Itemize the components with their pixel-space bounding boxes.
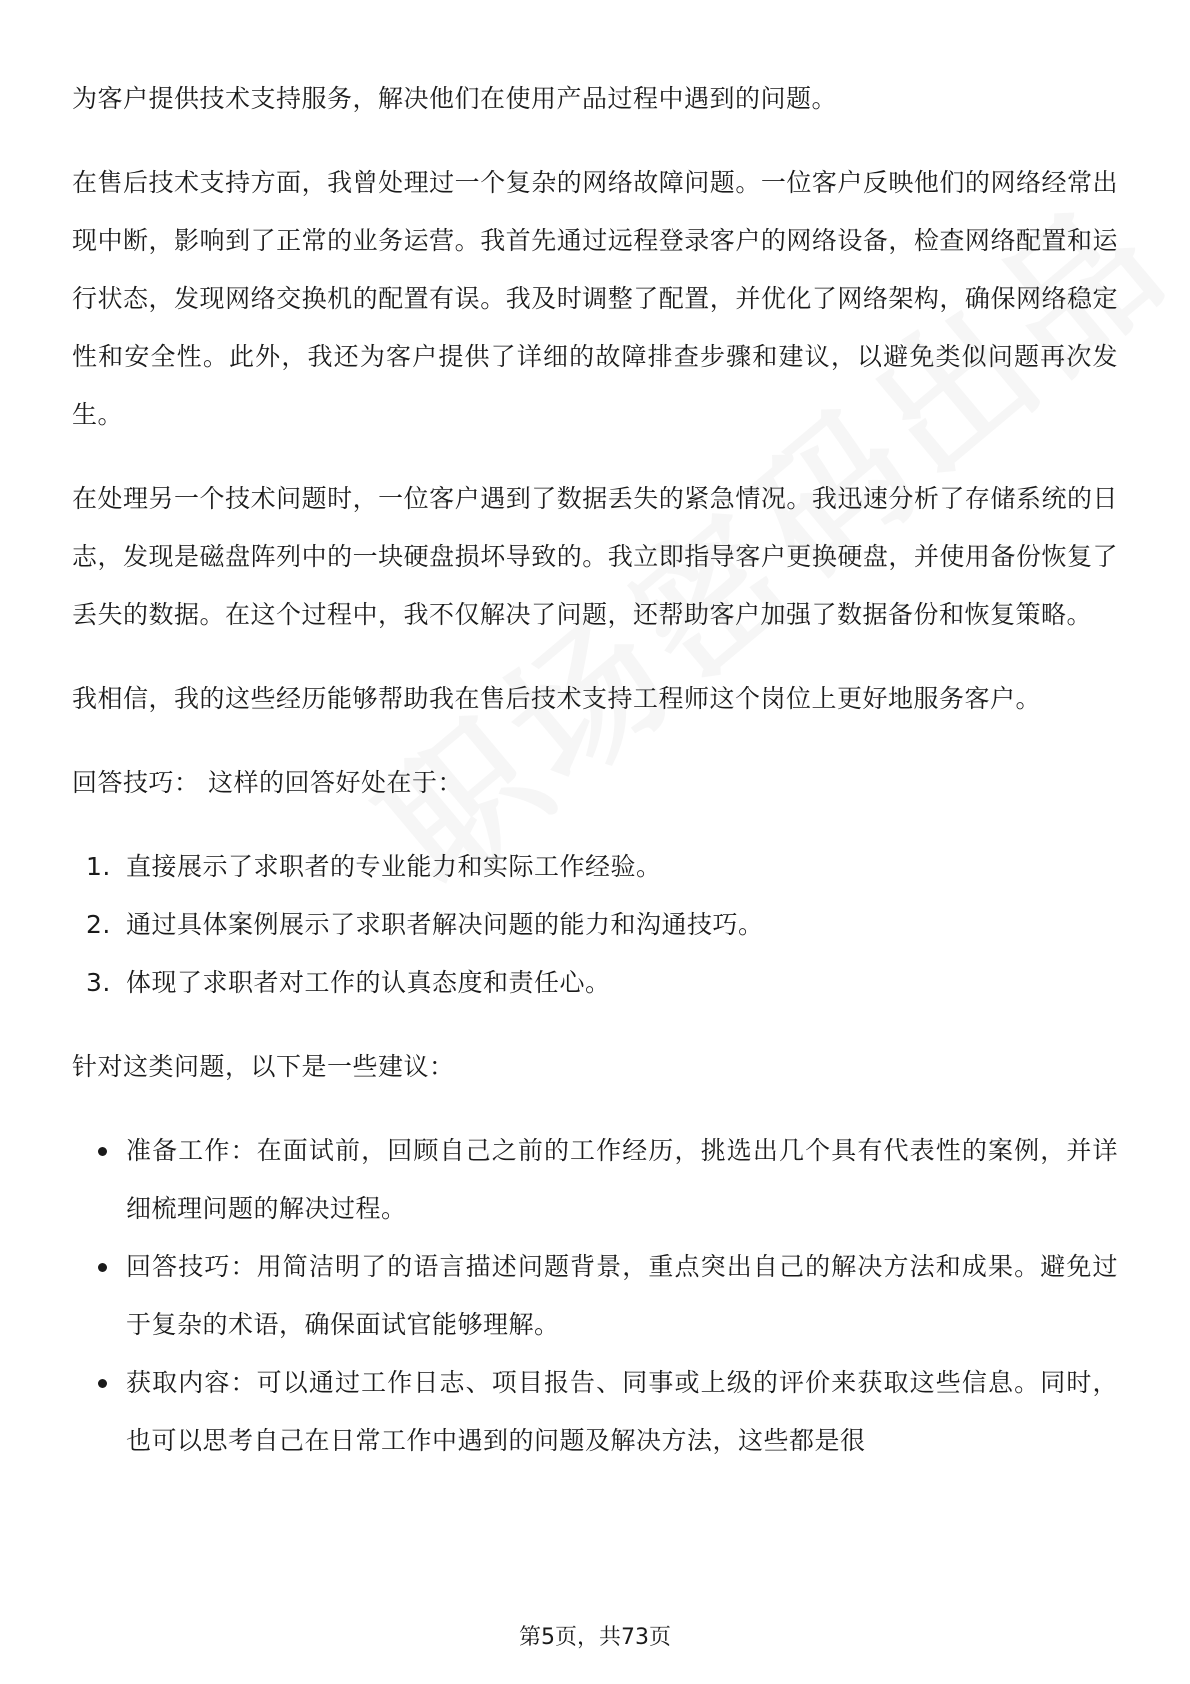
numbered-list-item bbox=[72, 838, 1118, 896]
bullet-list-item bbox=[72, 1238, 1118, 1354]
list-number: 2. bbox=[86, 910, 111, 939]
list-item-text: 准备工作：在面试前，回顾自己之前的工作经历，挑选出几个具有代表性的案例，并详细梳理问题的解决过程。 bbox=[126, 1136, 1118, 1223]
numbered-list-item bbox=[72, 954, 1118, 1012]
bullet-icon bbox=[98, 1379, 107, 1388]
list-item-text: 回答技巧：用简洁明了的语言描述问题背景，重点突出自己的解决方法和成果。避免过于复杂的术语，确保面试官能够理解。 bbox=[126, 1252, 1118, 1339]
bullet-list bbox=[72, 1122, 1118, 1470]
numbered-list bbox=[72, 838, 1118, 1012]
paragraph-conclusion: 我相信，我的这些经历能够帮助我在售后技术支持工程师这个岗位上更好地服务客户。 bbox=[72, 684, 1042, 713]
paragraph-intro: 为客户提供技术支持服务，解决他们在使用产品过程中遇到的问题。 bbox=[72, 84, 838, 113]
paragraph-network-case: 在售后技术支持方面，我曾处理过一个复杂的网络故障问题。一位客户反映他们的网络经常出现中断，影响到了正常的业务运营。我首先通过远程登录客户的网络设备，检查网络配置和运行状态，发现网络交换机的配置有误。我及时调整了配置，并优化了网络架构，确保网络稳定性和安全性。此外，我还为客户提供了详细的故障排查步骤和建议，以避免类似问题再次发生。 bbox=[72, 168, 1118, 429]
list-item-text: 通过具体案例展示了求职者解决问题的能力和沟通技巧。 bbox=[126, 910, 764, 939]
paragraph-suggestions-heading: 针对这类问题，以下是一些建议： bbox=[72, 1052, 455, 1081]
list-item-text: 体现了求职者对工作的认真态度和责任心。 bbox=[126, 968, 611, 997]
paragraph-data-loss-case: 在处理另一个技术问题时，一位客户遇到了数据丢失的紧急情况。我迅速分析了存储系统的日志，发现是磁盘阵列中的一块硬盘损坏导致的。我立即指导客户更换硬盘，并使用备份恢复了丢失的数据。在这个过程中，我不仅解决了问题，还帮助客户加强了数据备份和恢复策略。 bbox=[72, 484, 1118, 629]
list-item-text: 获取内容：可以通过工作日志、项目报告、同事或上级的评价来获取这些信息。同时，也可以思考自己在日常工作中遇到的问题及解决方法，这些都是很 bbox=[126, 1368, 1118, 1455]
bullet-icon bbox=[98, 1147, 107, 1156]
list-item-text: 直接展示了求职者的专业能力和实际工作经验。 bbox=[126, 852, 662, 881]
list-number: 3. bbox=[86, 968, 111, 997]
list-number: 1. bbox=[86, 852, 111, 881]
page-footer bbox=[0, 1620, 1190, 1651]
paragraph-answer-tips-heading: 回答技巧： 这样的回答好处在于： bbox=[72, 768, 463, 797]
page-number-label: 第5页，共73页 bbox=[519, 1625, 671, 1650]
document-body bbox=[72, 70, 1118, 1470]
bullet-list-item bbox=[72, 1354, 1118, 1470]
numbered-list-item bbox=[72, 896, 1118, 954]
bullet-icon bbox=[98, 1263, 107, 1272]
bullet-list-item bbox=[72, 1122, 1118, 1238]
